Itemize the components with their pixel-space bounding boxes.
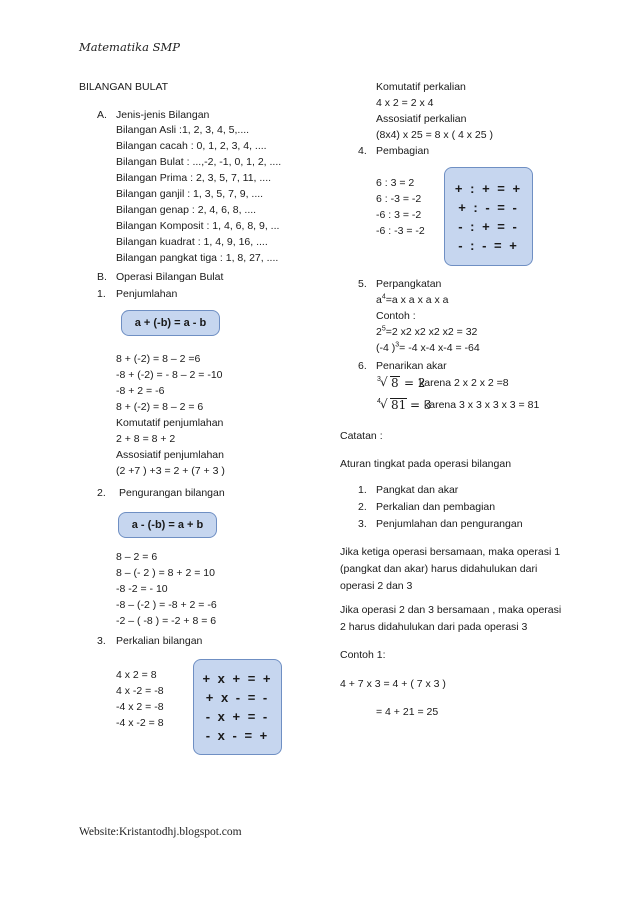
order-heading: Aturan tingkat pada operasi bilangan (340, 458, 512, 470)
root-explanation: karena 2 x 2 x 2 =8 (419, 377, 509, 389)
sign-rule: + x + = + (202, 671, 273, 686)
sign-rule: - x + = - (205, 709, 270, 724)
example-line: Assosiatif perkalian (376, 113, 467, 125)
rule-marker: 2. (358, 501, 367, 513)
example-line: 4 x 2 = 8 (116, 669, 157, 681)
example-line: 4 + 7 x 3 = 4 + ( 7 x 3 ) (340, 678, 446, 690)
root-result: = 3 (410, 398, 432, 412)
rule-text: Perkalian dan pembagian (376, 501, 496, 513)
page-title: BILANGAN BULAT (79, 81, 169, 93)
section-a-title: Jenis-jenis Bilangan (116, 109, 210, 121)
radicand: 8 (391, 376, 399, 390)
example-line: Komutatif perkalian (376, 81, 466, 93)
addition-title: Penjumlahan (116, 288, 178, 300)
subtraction-marker: 2. (97, 487, 106, 499)
sign-rule: + : + = + (454, 180, 523, 196)
example-line: 6 : 3 = 2 (376, 177, 415, 189)
example-line: -6 : -3 = -2 (376, 225, 425, 237)
power-example-1: $2^5=2$ x2 x2 x2 x2 = 32 (376, 325, 478, 338)
multiplication-title: Perkalian bilangan (116, 635, 203, 647)
paragraph-line: Jika ketiga operasi bersamaan, maka operasi 1 (340, 546, 561, 558)
example-line: -8 -2 = - 10 (116, 583, 168, 595)
paragraph-line: (pangkat dan akar) harus didahulukan dari (340, 563, 538, 575)
example-line: -8 – (-2 ) = -8 + 2 = -6 (116, 599, 217, 611)
root-explanation: karena 3 x 3 x 3 x 3 = 81 (424, 399, 540, 411)
addition-rule-box (121, 310, 220, 336)
example-line: 4 x 2 = 2 x 4 (376, 97, 434, 109)
root-marker: 6. (358, 360, 367, 372)
radical-icon: √ (380, 397, 388, 411)
power-contoh-label: Contoh : (376, 310, 416, 322)
example-line: -6 : 3 = -2 (376, 209, 422, 221)
sign-rule: - x - = + (205, 728, 270, 743)
multiplication-sign-rules-box (193, 659, 282, 755)
section-b-marker: B. (97, 271, 107, 283)
example-line: (2 +7 ) +3 = 2 + (7 + 3 ) (116, 465, 225, 477)
example-line: 8 + (-2) = 8 – 2 = 6 (116, 401, 204, 413)
subtraction-rule: a - (-b) = a + b (131, 519, 204, 531)
example-line: Komutatif penjumlahan (116, 417, 224, 429)
note-label: Catatan : (340, 430, 383, 442)
example-line: (8x4) x 25 = 8 x ( 4 x 25 ) (376, 129, 494, 141)
example-line: -4 x 2 = -8 (116, 701, 164, 713)
division-sign-rules-box (444, 167, 533, 266)
list-item: Bilangan Bulat : ...,-2, -1, 0, 1, 2, .... (116, 156, 282, 168)
example-label: Contoh 1: (340, 649, 386, 661)
subtraction-title: Pengurangan bilangan (119, 487, 225, 499)
rule-marker: 1. (358, 484, 367, 496)
page-footer: Website:Kristantodhj.blogspot.com (79, 826, 242, 838)
paragraph-line: 2 harus didahulukan dari pada operasi 3 (340, 621, 528, 633)
list-item: Bilangan cacah : 0, 1, 2, 3, 4, .... (116, 140, 267, 152)
example-line: -4 x -2 = 8 (116, 717, 164, 729)
power-marker: 5. (358, 278, 367, 290)
subtraction-rule-box (118, 512, 217, 538)
sign-rule: - : + = - (458, 218, 519, 234)
power-title: Perpangkatan (376, 278, 442, 290)
root-result: = 2 (404, 376, 426, 390)
multiplication-marker: 3. (97, 635, 106, 647)
division-marker: 4. (358, 145, 367, 157)
root-index: 3 (377, 376, 381, 383)
example-line: 2 + 8 = 8 + 2 (116, 433, 176, 445)
example-line: 8 – 2 = 6 (116, 551, 158, 563)
radicand: 81 (391, 398, 407, 412)
example-line: -2 – ( -8 ) = -2 + 8 = 6 (116, 615, 217, 627)
example-line: -8 + (-2) = - 8 – 2 = -10 (116, 369, 223, 381)
paragraph-line: Jika operasi 2 dan 3 bersamaan , maka operasi (340, 604, 562, 616)
list-item: Bilangan genap : 2, 4, 6, 8, .... (116, 204, 257, 216)
list-item: Bilangan Komposit : 1, 4, 6, 8, 9, ... (116, 220, 280, 232)
root-index: 4 (377, 398, 381, 405)
rule-text: Pangkat dan akar (376, 484, 459, 496)
page-header: Matematika SMP (79, 40, 180, 54)
sign-rule: + : - = - (458, 199, 519, 215)
list-item: Bilangan pangkat tiga : 1, 8, 27, .... (116, 252, 279, 264)
paragraph-line: operasi 2 dan 3 (340, 580, 413, 592)
root-title: Penarikan akar (376, 360, 447, 372)
power-definition: $a^4=a$ x a x a x a (376, 293, 449, 306)
rule-text: Penjumlahan dan pengurangan (376, 518, 523, 530)
example-line: 8 – (- 2 ) = 8 + 2 = 10 (116, 567, 215, 579)
power-example-2: (-4 )$^3$= -4 x-4 x-4 = -64 (376, 341, 480, 354)
list-item: Bilangan kuadrat : 1, 4, 9, 16, .... (116, 236, 268, 248)
sign-rule: - : - = + (458, 237, 519, 253)
example-line: Assosiatif penjumlahan (116, 449, 224, 461)
example-line: 4 x -2 = -8 (116, 685, 164, 697)
example-line: 6 : -3 = -2 (376, 193, 422, 205)
section-b-title: Operasi Bilangan Bulat (116, 271, 224, 283)
rule-marker: 3. (358, 518, 367, 530)
list-item: Bilangan Prima : 2, 3, 5, 7, 11, .... (116, 172, 272, 184)
list-item: Bilangan Asli :1, 2, 3, 4, 5,.... (116, 124, 250, 136)
example-line: = 4 + 21 = 25 (376, 706, 439, 718)
division-title: Pembagian (376, 145, 430, 157)
radical-icon: √ (380, 375, 388, 389)
list-item: Bilangan ganjil : 1, 3, 5, 7, 9, .... (116, 188, 264, 200)
addition-marker: 1. (97, 288, 106, 300)
example-line: -8 + 2 = -6 (116, 385, 165, 397)
sign-rule: + x - = - (205, 690, 270, 705)
example-line: 8 + (-2) = 8 – 2 =6 (116, 353, 201, 365)
addition-rule: a + (-b) = a - b (134, 317, 207, 329)
section-a-marker: A. (97, 109, 107, 121)
